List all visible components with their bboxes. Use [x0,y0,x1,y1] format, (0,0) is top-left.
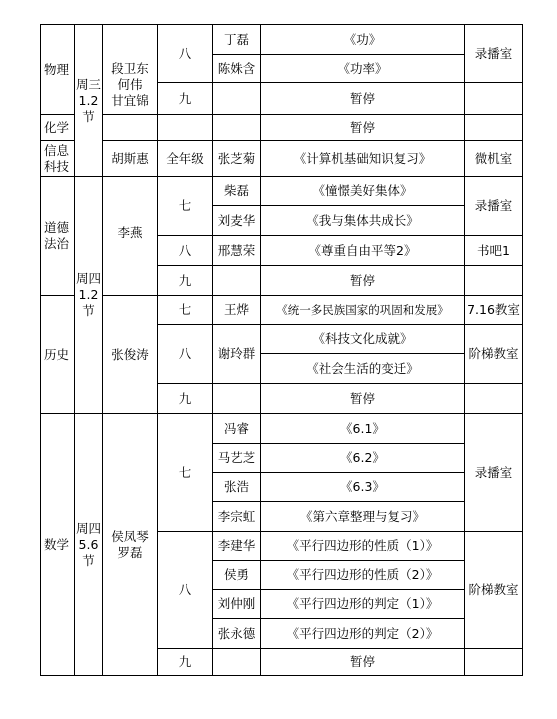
lecturer-cell: 李建华 [213,532,261,561]
lecturer-cell: 邢慧荣 [213,236,261,266]
grade-cell: 八 [158,236,213,266]
day-cell [75,414,103,676]
grade-cell: 九 [158,266,213,296]
grade-cell: 九 [158,649,213,676]
lecturer-cell: 柴磊 [213,177,261,206]
topic-cell: 《平行四边形的判定（1）》 [261,590,465,619]
lecturer-cell: 刘麦华 [213,206,261,236]
day-label: 周四 5.6 节 [75,520,101,568]
room-cell: 7.16教室 [465,296,523,325]
subject-cell: 历史 [41,296,75,414]
room-cell: 微机室 [465,141,523,177]
lecturer-cell: 张永德 [213,619,261,649]
lecturer-cell: 马艺芝 [213,444,261,473]
topic-cell: 《平行四边形的判定（2）》 [261,619,465,649]
lecturer-cell: 陈姝含 [213,55,261,83]
topic-cell: 《6.3》 [261,473,465,502]
room-cell [465,384,523,414]
room-cell: 书吧1 [465,236,523,266]
grade-cell: 九 [158,83,213,115]
topic-cell: 《6.1》 [261,414,465,444]
lecturer-cell [213,384,261,414]
topic-cell: 《统一多民族国家的巩固和发展》 [261,296,465,325]
subject-cell [41,177,75,296]
teacher-names: 侯凤琴 罗磊 [111,528,149,560]
topic-cell: 《尊重自由平等2》 [261,236,465,266]
grade-cell [158,115,213,141]
lecturer-cell: 丁磊 [213,25,261,55]
room-cell [465,115,523,141]
lecturer-cell: 张浩 [213,473,261,502]
lecturer-cell: 王烨 [213,296,261,325]
topic-cell: 《科技文化成就》 [261,325,465,354]
room-cell: 录播室 [465,414,523,532]
day-cell [75,25,103,177]
topic-cell: 《我与集体共成长》 [261,206,465,236]
schedule-table [40,24,523,676]
subject-cell: 数学 [41,414,75,676]
grade-cell: 八 [158,532,213,649]
teacher-cell [103,115,158,141]
lecturer-cell: 李宗虹 [213,502,261,532]
lecturer-cell: 冯睿 [213,414,261,444]
topic-cell: 暂停 [261,115,465,141]
topic-cell: 《第六章整理与复习》 [261,502,465,532]
lecturer-cell [213,115,261,141]
lecturer-cell [213,266,261,296]
topic-cell: 暂停 [261,649,465,676]
room-cell [465,649,523,676]
day-label: 周三 1.2 节 [75,76,101,124]
lecturer-cell [213,649,261,676]
teacher-cell: 胡斯惠 [103,141,158,177]
topic-cell: 《平行四边形的性质（1）》 [261,532,465,561]
topic-cell: 《平行四边形的性质（2）》 [261,561,465,590]
topic-cell: 暂停 [261,266,465,296]
day-cell [75,177,103,414]
grade-cell: 八 [158,25,213,83]
subject-label: 信息 科技 [44,142,70,174]
topic-cell: 《6.2》 [261,444,465,473]
lecturer-cell [213,83,261,115]
teacher-cell: 张俊涛 [103,296,158,414]
teacher-cell [103,414,158,676]
topic-cell: 《功率》 [261,55,465,83]
teacher-cell: 李燕 [103,177,158,296]
room-cell: 录播室 [465,177,523,236]
grade-cell: 全年级 [158,141,213,177]
topic-cell: 暂停 [261,384,465,414]
subject-cell: 化学 [41,115,75,141]
room-cell [465,266,523,296]
topic-cell: 暂停 [261,83,465,115]
topic-cell: 《社会生活的变迁》 [261,354,465,384]
subject-cell: 物理 [41,25,75,115]
day-label: 周四 1.2 节 [75,271,101,318]
topic-cell: 《憧憬美好集体》 [261,177,465,206]
subject-label: 道德 法治 [44,220,70,251]
grade-cell: 九 [158,384,213,414]
lecturer-cell: 侯勇 [213,561,261,590]
grade-cell: 七 [158,177,213,236]
grade-cell: 八 [158,325,213,384]
grade-cell: 七 [158,296,213,325]
room-cell: 阶梯教室 [465,532,523,649]
topic-cell: 《功》 [261,25,465,55]
grade-cell: 七 [158,414,213,532]
room-cell: 阶梯教室 [465,325,523,384]
room-cell: 录播室 [465,25,523,83]
room-cell [465,83,523,115]
teacher-cell [103,25,158,115]
teacher-names: 段卫东 何伟 甘宜锦 [111,61,149,108]
lecturer-cell: 刘仲刚 [213,590,261,619]
lecturer-cell: 谢玲群 [213,325,261,384]
lecturer-cell: 张芝菊 [213,141,261,177]
topic-cell: 《计算机基础知识复习》 [261,141,465,177]
subject-cell [41,141,75,177]
